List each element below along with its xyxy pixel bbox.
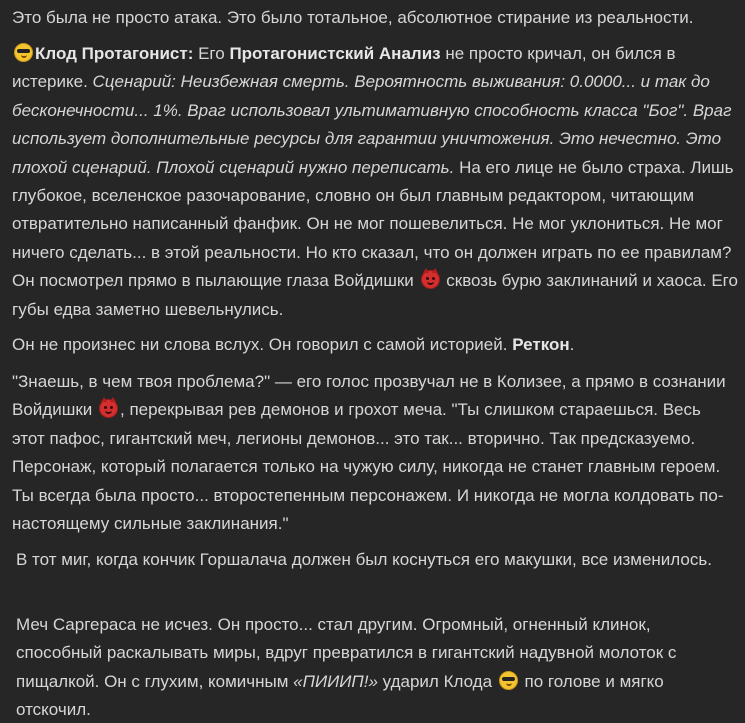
squeak-italic: «ПИИИП!»	[293, 671, 378, 691]
paragraph-6	[16, 611, 737, 723]
paragraph-4-text-1: "Знаешь, в чем твоя проблема?" — его голос прозвучал не в Колизее, а прямо в сознании Войдишки	[12, 372, 726, 420]
analysis-label: Протагонистский Анализ	[229, 44, 441, 63]
scenario-italic: Сценарий: Неизбежная смерть. Вероятность выживания: 0.0000... и так до бесконечности... 1%. Враг использовал ультимативную способность класса "Бог". Враг использует дополнительные ресурсы для гарантии уничтожения. Это нечестно. Это плохой сценарий. Плохой сценарий нужно переписать.	[12, 72, 732, 177]
paragraph-4-text-2: , перекрывая рев демонов и грохот меча. "Ты слишком стараешься. Весь этот пафос, гигантский меч, легионы демонов... это так... вторично. Так предсказуемо. Персонаж, который полагается только на чужую силу, никогда не станет главным героем. Ты всегда была просто... второстепенным персонажем. И никогда не могла колдовать по-настоящему сильные заклинания."	[12, 400, 724, 534]
paragraph-1	[12, 4, 737, 32]
speaker-name: Клод Протагонист:	[35, 44, 194, 63]
paragraph-3-end: .	[569, 335, 575, 354]
smiling-face-with-sunglasses-icon	[14, 43, 33, 62]
paragraph-3	[12, 331, 737, 359]
paragraph-2-text-2: не просто кричал, он бился в истерике.	[12, 44, 676, 92]
paragraph-3-text: Он не произнес ни слова вслух. Он говорил с самой историей.	[12, 335, 513, 354]
paragraph-2-text-1: Его	[193, 44, 230, 63]
paragraph-6-text-1: Меч Саргераса не исчез. Он просто... стал другим. Огромный, огненный клинок, способный раскалывать миры, вдруг превратился в гигантский надувной молоток с пищалкой. Он с глухим, комичным	[16, 615, 677, 691]
paragraph-6-text-3: по голове и мягко отскочил.	[16, 671, 664, 720]
retcon-bold: Реткон	[512, 335, 570, 354]
paragraph-2-text-4: сквозь бурю заклинаний и хаоса. Его губы едва заметно шевельнулись.	[12, 271, 738, 319]
smiling-face-with-sunglasses-icon	[499, 671, 518, 690]
paragraph-6-text-2: ударил Клода	[377, 671, 497, 691]
smiling-face-with-horns-icon	[99, 399, 118, 418]
paragraph-5-text: В тот миг, когда кончик Горшалача должен был коснуться его макушки, все изменилось.	[16, 550, 712, 569]
paragraph-2-text-3: На его лице не было страха. Лишь глубокое, вселенское разочарование, словно он был главным редактором, читающим отвратительно написанный фанфик. Он не мог пошевелиться. Не мог уклониться. Не мог ничего сделать... в этой реальности. Но кто сказал, что он должен играть по ее правилам? Он посмотрел прямо в пылающие глаза Войдишки	[12, 157, 734, 291]
paragraph-4	[12, 368, 737, 538]
paragraph-2	[12, 40, 739, 324]
paragraph-1-text: Это была не просто атака. Это было тотальное, абсолютное стирание из реальности.	[12, 8, 694, 27]
paragraph-5	[16, 546, 737, 574]
smiling-face-with-horns-icon	[421, 270, 440, 289]
